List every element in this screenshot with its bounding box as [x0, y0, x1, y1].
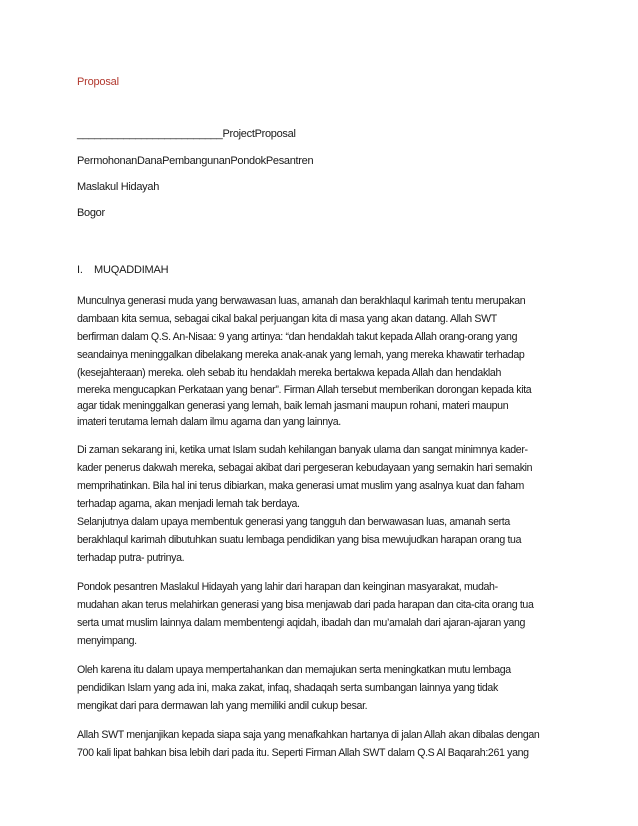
- text-line: seandainya meninggalkan dibelakang mereka anak-anak yang lemah, yang mereka khawatir terhadap: [77, 349, 525, 361]
- text-line: agar tidak meninggalkan generasi yang lemah, baik lemah jasmani maupun rohani, materi maupun: [77, 400, 509, 412]
- section-body: [77, 292, 577, 773]
- text-line: berfirman dalam Q.S. An-Nisaa: 9 yang artinya: “dan hendaklah takut kepada Allah orang-orang yang: [77, 331, 518, 343]
- text-line: (kesejahteraan) mereka. oleh sebab itu hendaklah mereka bertakwa kepada Allah dan hendaklah: [77, 367, 501, 379]
- text-line: Di zaman sekarang ini, ketika umat Islam sudah kehilangan banyak ulama dan sangat minimnya kader-: [77, 444, 528, 456]
- document-title: Proposal: [77, 76, 119, 88]
- text-line: mereka mengucapkan Perkataan yang benar”. Firman Allah tersebut memberikan dorongan kepada kita: [77, 384, 532, 396]
- section-title: MUQADDIMAH: [94, 264, 169, 276]
- text-line: Munculnya generasi muda yang berwawasan luas, amanah dan berakhlaqul karimah tentu merupakan: [77, 295, 526, 307]
- paragraph: [77, 661, 577, 715]
- text-line: mengikat dari para dermawan lah yang memiliki andil cukup besar.: [77, 700, 368, 712]
- text-line: serta umat muslim lainnya dalam membentengi aqidah, ibadah dan mu’amalah dari ajaran-ajaran yang: [77, 617, 526, 629]
- section-heading: [77, 264, 168, 276]
- text-line: terhadap putra- putrinya.: [77, 552, 185, 564]
- text-line: dambaan kita semua, sebagai cikal bakal perjuangan kita di masa yang akan datang. Allah SWT: [77, 313, 497, 325]
- section-number: I.: [77, 264, 83, 276]
- text-line: Pondok pesantren Maslakul Hidayah yang lahir dari harapan dan keinginan masyarakat, mudah-: [77, 581, 498, 593]
- text-line: terhadap agama, akan menjadi lemah tak berdaya.: [77, 498, 300, 510]
- proposal-subject: PermohonanDanaPembangunanPondokPesantren: [77, 155, 314, 167]
- text-line: 700 kali lipat bahkan bisa lebih dari pada itu. Seperti Firman Allah SWT dalam Q.S Al Baqarah:261 yang: [77, 747, 529, 759]
- paragraph: [77, 726, 577, 762]
- text-line: imateri terutama lemah dalam ilmu agama dan yang lainnya.: [77, 416, 341, 428]
- text-line: berakhlaqul karimah dibutuhkan suatu lembaga pendidikan yang bisa mewujudkan harapan orang tua: [77, 534, 522, 546]
- institution-name: Maslakul Hidayah: [77, 181, 160, 193]
- text-line: Allah SWT menjanjikan kepada siapa saja yang menafkahkan hartanya di jalan Allah akan dibalas dengan: [77, 729, 540, 741]
- paragraph: [77, 441, 577, 567]
- paragraph: [77, 578, 577, 650]
- text-line: kader penerus dakwah mereka, sebagai akibat dari pergeseran kebudayaan yang semakin hari semakin: [77, 462, 533, 474]
- text-line: pendidikan Islam yang ada ini, maka zakat, infaq, shadaqah serta sumbangan lainnya yang tidak: [77, 682, 498, 694]
- text-line: Oleh karena itu dalam upaya mempertahankan dan memajukan serta meningkatkan mutu lembaga: [77, 664, 511, 676]
- paragraph: [77, 292, 577, 430]
- text-line: Selanjutnya dalam upaya membentuk generasi yang tangguh dan berwawasan luas, amanah serta: [77, 516, 510, 528]
- text-line: memprihatinkan. Bila hal ini terus dibiarkan, maka generasi umat muslim yang asalnya kuat dan faham: [77, 480, 525, 492]
- text-line: menyimpang.: [77, 635, 137, 647]
- location: Bogor: [77, 207, 105, 219]
- project-line: _________________________ProjectProposal: [77, 128, 296, 140]
- text-line: mudahan akan terus melahirkan generasi yang bisa menjawab dari pada harapan dan cita-cita orang tua: [77, 599, 534, 611]
